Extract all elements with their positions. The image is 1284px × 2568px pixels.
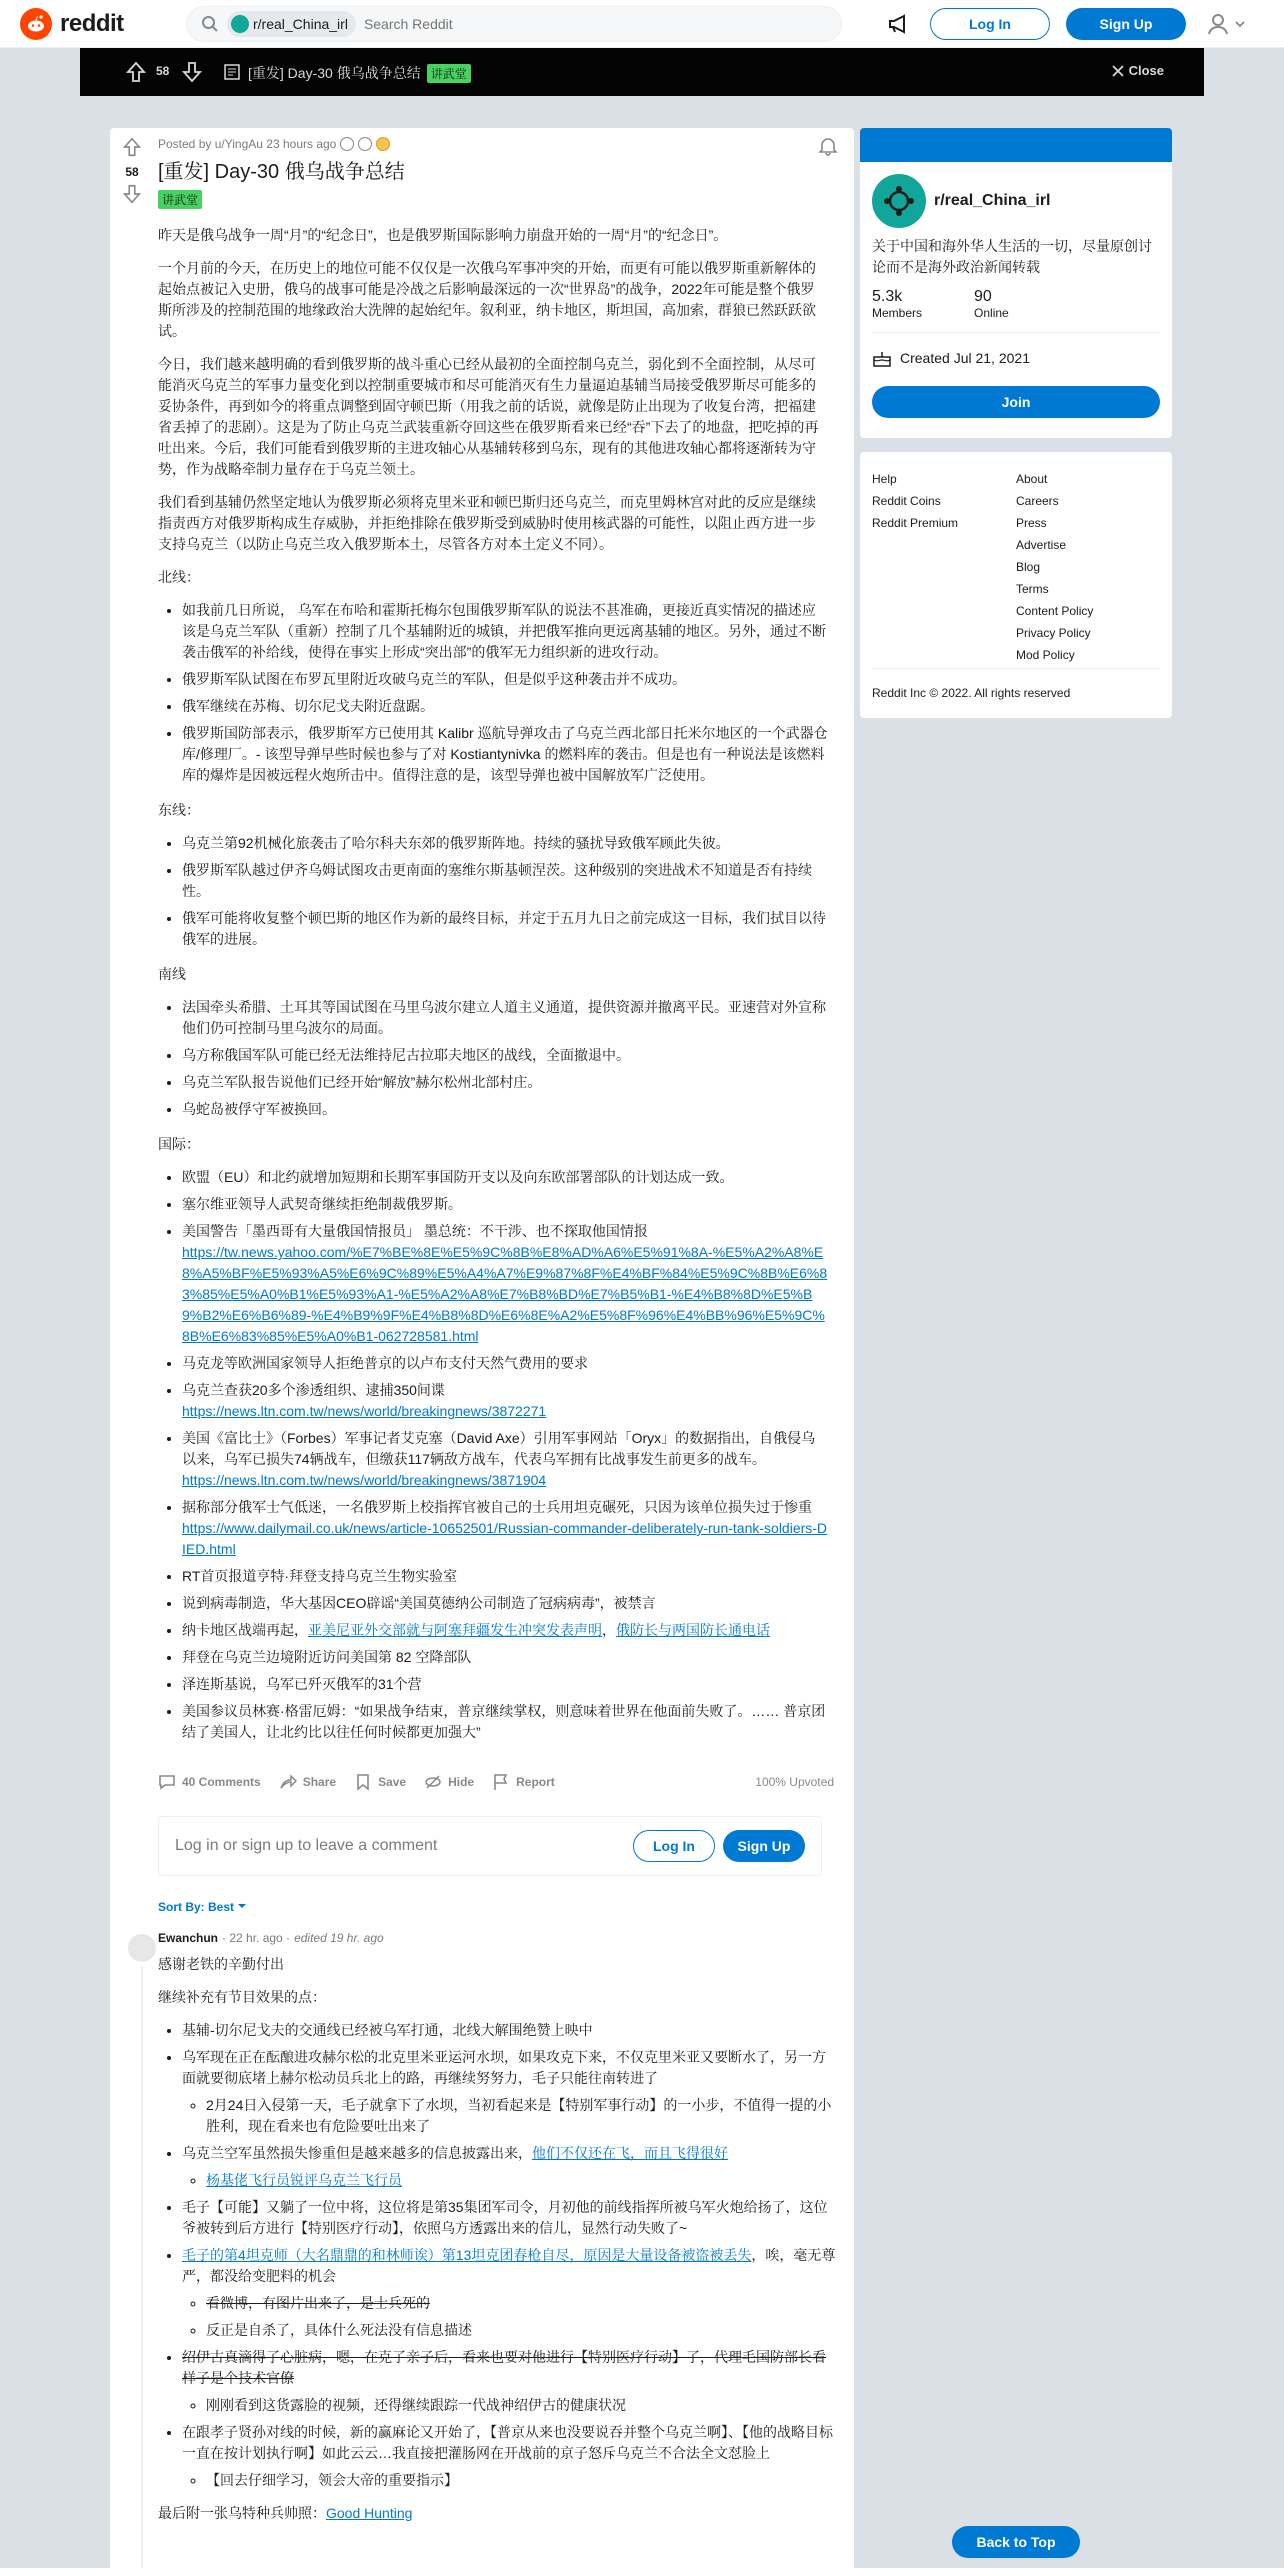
close-post-button[interactable] [1111, 63, 1164, 78]
news-link[interactable]: 亚美尼亚外交部就与阿塞拜疆发生冲突发表声明 [308, 1622, 602, 1638]
list-item: • 俄军继续在苏梅、切尔尼戈夫附近盘踞。 [182, 696, 828, 717]
list-item: ◦ 看微博，有图片出来了，是士兵死的 [206, 2293, 838, 2314]
community-icon [231, 15, 249, 33]
post-actions [158, 1766, 834, 1798]
list-item: ◦ 2月24日入侵第一天，毛子就拿下了水坝，当初看起来是【特别军事行动】的一小步，不值得一提的小胜利，现在看来也有危险要吐出来了 [206, 2095, 838, 2137]
south-list [182, 997, 828, 1120]
list-item: • 俄军可能将收复整个顿巴斯的地区作为新的最终目标，并定于五月九日之前完成这一目标，我们拭目以待俄军的进展。 [182, 908, 828, 950]
post-card [110, 128, 854, 2568]
list-item-text: 乌克兰查获20多个渗透组织、逮捕350间谍 [182, 1382, 445, 1398]
intl-heading: 国际： [158, 1136, 200, 1152]
footer-link-mod-policy[interactable]: Mod Policy [1016, 648, 1075, 662]
report-button[interactable] [492, 1773, 555, 1791]
comment-author[interactable]: Ewanchun [158, 1931, 219, 1945]
header-login-button[interactable]: Log In [930, 8, 1050, 40]
post-downvote-icon[interactable] [121, 183, 143, 205]
upvote-ratio: 100% Upvoted [755, 1775, 834, 1789]
post-content [158, 136, 828, 1757]
list-item [182, 1593, 828, 1614]
award-icon [358, 137, 372, 151]
list-item: • 法国牵头希腊、土耳其等国试图在马里乌波尔建立人道主义通道，提供资源并撤离平民。亚速营对外宣称他们仍可控制马里乌波尔的局面。 [182, 997, 828, 1039]
advertise-megaphone-icon[interactable] [886, 12, 912, 36]
footer-spacer [872, 558, 1016, 576]
comments-button[interactable] [158, 1773, 261, 1791]
footer-link-help[interactable]: Help [872, 472, 897, 486]
list-item-text: 乌克兰空军虽然损失惨重但是越来越多的信息披露出来， [182, 2145, 532, 2161]
north-heading: 北线： [158, 569, 200, 585]
news-link[interactable]: https://www.dailymail.co.uk/news/article-10652501/Russian-commander-deliberately-run-tank-soldiers-DIED.html [182, 1520, 828, 1557]
comment-link[interactable]: Good Hunting [326, 2505, 413, 2521]
hide-button[interactable] [424, 1773, 474, 1791]
list-item-text: 拜登在乌克兰边境附近访问美国第 82 空降部队 [182, 1649, 472, 1665]
list-item: • 如我前几日所说， 乌军在布哈和霍斯托梅尔包围俄罗斯军队的说法不甚准确，更接近真实情况的描述应该是乌克兰军队（重新）控制了几个基辅附近的城镇，并把俄军推向更远离基辅的地区。另外，通过不断袭击俄军的补给线，使得在事实上形成“突出部”的俄军无力组织新的进攻行动。 [182, 600, 828, 663]
comment-link[interactable]: 他们不仅还在飞，而且飞得很好 [532, 2145, 728, 2161]
flag-icon [492, 1773, 510, 1791]
list-item [182, 1167, 828, 1188]
list-item [182, 1221, 828, 1347]
comment-paragraph: 继续补充有节目效果的点： [158, 1989, 326, 2005]
list-item [182, 1674, 828, 1695]
list-item: • 毛子【可能】又躺了一位中将，这位将是第35集团军司令，月初他的前线指挥所被乌军火炮给扬了，这位爷被转到后方进行【特别医疗行动】，依照乌方透露出来的信儿，显然行动失败了~ [182, 2197, 838, 2239]
east-heading: 东线： [158, 802, 200, 818]
south-heading: 南线 [158, 966, 186, 982]
sort-label: Sort By: Best [158, 1900, 235, 1914]
share-icon [279, 1773, 297, 1791]
comment-meta [158, 1930, 838, 1946]
footer-link-careers[interactable]: Careers [1016, 494, 1059, 508]
news-link[interactable]: 俄防长与两国防长通电话 [616, 1622, 770, 1638]
list-item: • 基辅-切尔尼戈夫的交通线已经被乌军打通，北线大解围绝赞上映中 [182, 2020, 838, 2041]
list-item: • 俄罗斯军队试图在布罗瓦里附近攻破乌克兰的军队，但是似乎这种袭击并不成功。 [182, 669, 828, 690]
save-button[interactable] [354, 1773, 406, 1791]
members-count: 5.3k [872, 288, 903, 305]
comment-edited: edited 19 hr. ago [294, 1931, 384, 1945]
list-item [182, 1194, 828, 1215]
community-avatar-icon[interactable] [872, 174, 926, 228]
list-item: • 乌蛇岛被俘守军被换回。 [182, 1099, 828, 1120]
footer-spacer [872, 602, 1016, 620]
news-link[interactable]: https://tw.news.yahoo.com/%E7%BE%8E%E5%9C%8B%E8%AD%A6%E5%91%8A-%E5%A2%A8%E8%A5%BF%E5%93%A5%E6%9C%89%E5%A4%A7%E9%87%8F%E4%BF%84%E5%9C%8B%E6%83%85%E5%A0%B1%E5%93%A1-%E5%A2%A8%E7%B8%BD%E7%B5%B1-%E4%B8%8D%E5%B9%B2%E6%B6%89-%E4%B9%9F%E4%B8%8D%E6%8E%A2%E5%8F%96%E4%BB%96%E5%9C%8B%E6%83%85%E5%A0%B1-062728581.html [182, 1244, 828, 1344]
user-icon [1206, 12, 1230, 36]
footer-spacer [872, 646, 1016, 664]
postbar-flair: 讲武堂 [427, 64, 471, 83]
search-input[interactable] [364, 16, 764, 32]
comment-paragraph [158, 2503, 838, 2524]
reddit-alien-icon [20, 8, 52, 40]
list-item-text: 绍伊古真滴得了心脏病，嗯，在克了亲子后，看来也要对他进行【特别医疗行动】了，代理毛国防部长看样子是个技术官僚 [182, 2349, 826, 2386]
list-item [182, 1428, 828, 1491]
list-item: • 俄罗斯国防部表示，俄罗斯军方已使用其 Kalibr 巡航导弹攻击了乌克兰西北部日托米尔地区的一个武器仓库/修理厂。- 该型导弹早些时候也参与了对 Kostiantynivka 的燃料库的袭击。但是也有一种说法是该燃料库的爆炸是因被远程火炮所击中。值得注意的是，该型导弹也被中国解放军广泛使用。 [182, 723, 828, 786]
top-header [0, 0, 1284, 48]
join-button[interactable]: Join [872, 386, 1160, 418]
list-item [182, 2245, 838, 2341]
list-item-text: 马克龙等欧洲国家领导人拒绝普京的以卢布支付天然气费用的要求 [182, 1355, 588, 1371]
footer-link-blog[interactable]: Blog [1016, 560, 1041, 574]
thread-line[interactable] [141, 1966, 143, 2568]
list-item [206, 2170, 838, 2191]
post-meta [158, 136, 828, 152]
community-header [872, 174, 1051, 228]
community-stats [872, 288, 1009, 320]
members-label: Members [872, 306, 923, 320]
footer-link-coins[interactable]: Reddit Coins [872, 494, 941, 508]
gold-award-icon [376, 137, 390, 151]
search-community-chip[interactable] [227, 11, 356, 37]
comments-label: 40 Comments [182, 1775, 261, 1789]
cake-icon [872, 348, 892, 368]
save-label: Save [378, 1775, 407, 1789]
list-item [182, 2347, 838, 2416]
chevron-down-icon [237, 1901, 247, 1911]
footer-link-press[interactable]: Press [1016, 516, 1047, 530]
footer-link-about[interactable]: About [1016, 472, 1048, 486]
list-item-text: 纳卡地区战端再起， [182, 1622, 308, 1638]
search-bar[interactable] [186, 6, 842, 42]
back-to-top-button[interactable]: Back to Top [952, 2526, 1080, 2558]
postbar-title [248, 63, 471, 83]
list-item: • 乌克兰军队报告说他们已经开始“解放”赫尔松州北部村庄。 [182, 1072, 828, 1093]
header-signup-button[interactable]: Sign Up [1066, 8, 1186, 40]
list-item: • 乌方称俄国军队可能已经无法维持尼古拉耶夫地区的战线，全面撤退中。 [182, 1045, 828, 1066]
list-item [182, 1701, 828, 1743]
footer-spacer [872, 536, 1016, 554]
list-item [182, 1566, 828, 1587]
comment-list [182, 2020, 838, 2491]
post-paragraph: 今日，我们越来越明确的看到俄罗斯的战斗重心已经从最初的全面控制乌克兰，弱化到不全面控制，从尽可能消灭乌克兰的军事力量变化到以控制重要城市和尽可能消灭有生力量逼迫基辅当局接受俄罗斯尽可能多的妥协条件，再到如今的将重点调整到固守顿巴斯（用我之前的话说，就像是防止出现为了收复台湾，把福建省丢掉了的悲剧）。这是为了防止乌克兰武装重新夺回这些在俄罗斯看来已经“吞”下去了的地盘，把吃掉的再吐出来。今后，我们可能看到俄罗斯的主进攻轴心从基辅转移到乌东，现有的其他进攻轴心都将逐渐转为守势，作为战略牵制力量存在于乌克兰领土。 [158, 356, 819, 477]
downvote-arrow-icon[interactable] [180, 60, 204, 84]
eye-slash-icon [424, 1773, 442, 1791]
community-description: 关于中国和海外华人生活的一切，尽量原创讨论而不是海外政治新闻转载 [872, 238, 1152, 275]
close-label: Close [1128, 63, 1164, 78]
list-item [182, 1353, 828, 1374]
created-date: Created Jul 21, 2021 [900, 350, 1030, 366]
list-item-text: ， [602, 1622, 616, 1638]
list-item [182, 1647, 828, 1668]
comment [158, 1930, 838, 2536]
list-item-text: 美国警告「墨西哥有大量俄国情报员」 墨总统：不干涉、也不探取他国情报 [182, 1223, 648, 1239]
divider [872, 332, 1160, 333]
list-item: • 乌克兰第92机械化旅袭击了哈尔科夫东郊的俄罗斯阵地。持续的骚扰导致俄军顾此失彼。 [182, 833, 828, 854]
list-item-text: 美国参议员林赛·格雷厄姆：“如果战争结束，普京继续掌权，则意味着世界在他面前失败了。…… 普京团结了美国人，让北约比以往任何时候都更加强大” [182, 1703, 826, 1740]
community-card [860, 128, 1172, 438]
list-item: ◦ 【回去仔细学习，领会大帝的重要指示】 [206, 2470, 838, 2491]
share-label: Share [302, 1775, 337, 1789]
footer-link-premium[interactable]: Reddit Premium [872, 516, 959, 530]
post-body [158, 225, 828, 1743]
list-item-text: 说到病毒制造，华大基因CEO辟谣“美国莫德纳公司制造了冠病病毒”，被禁言 [182, 1595, 656, 1611]
search-icon [201, 15, 219, 33]
copyright: Reddit Inc © 2022. All rights reserved [872, 686, 1071, 700]
list-item-text: RT首页报道亨特·拜登支持乌克兰生物实验室 [182, 1568, 458, 1584]
postbar-title-text: [重发] Day-30 俄乌战争总结 [248, 65, 421, 81]
list-item-text: 据称部分俄军士气低迷，一名俄罗斯上校指挥官被自己的士兵用坦克碾死，只因为该单位损失过于惨重 [182, 1499, 812, 1515]
footer-spacer [872, 624, 1016, 642]
list-item [182, 2422, 838, 2491]
list-item: ◦ 刚刚看到这货露脸的视频，还得继续跟踪一代战神绍伊古的健康状况 [206, 2395, 838, 2416]
post-paragraph: 一个月前的今天，在历史上的地位可能不仅仅是一次俄乌军事冲突的开始，而更有可能以俄罗斯重新解体的起始点被记入史册，俄乌的战事可能是冷战之后影响最深远的一次“世界岛”的战争，2022年可能是整个俄罗斯所涉及的控制范围的地缘政治大洗牌的起始纪年。叙利亚，纳卡地区，斯坦国，高加索，群狼已然跃跃欲试。 [158, 260, 816, 339]
comment-time: · 22 hr. ago · [222, 1931, 291, 1945]
list-item: ◦ 反正是自杀了，具体什么死法没有信息描述 [206, 2320, 838, 2341]
post-top-bar [80, 48, 1204, 96]
comment-link[interactable]: 杨基佬飞行员锐评乌克兰飞行员 [206, 2172, 402, 2188]
comment-icon [158, 1773, 176, 1791]
footer-link-terms[interactable]: Terms [1016, 582, 1049, 596]
comment-body [158, 1954, 838, 2524]
bookmark-icon [354, 1773, 372, 1791]
list-item-text: 塞尔维亚领导人武契奇继续拒绝制裁俄罗斯。 [182, 1196, 462, 1212]
user-dropdown[interactable] [1206, 12, 1246, 36]
list-item [182, 1497, 828, 1560]
hide-label: Hide [448, 1775, 475, 1789]
comment-login-button[interactable]: Log In [633, 1830, 715, 1862]
post-meta-text: Posted by u/YingAu 23 hours ago [158, 137, 337, 151]
search-chip-label: r/real_China_irl [253, 16, 348, 32]
report-label: Report [516, 1775, 555, 1789]
sort-dropdown[interactable] [158, 1900, 247, 1914]
close-icon [1111, 64, 1125, 78]
footer-card [860, 452, 1172, 718]
divider [872, 668, 1160, 669]
post-flair[interactable]: 讲武堂 [158, 190, 202, 209]
upvote-arrow-icon[interactable] [124, 60, 148, 84]
list-item [182, 1380, 828, 1422]
north-list [182, 600, 828, 786]
footer-link-advertise[interactable]: Advertise [1016, 538, 1067, 552]
comment-text: 最后附一张乌特种兵帅照： [158, 2505, 326, 2521]
east-list [182, 833, 828, 950]
share-button[interactable] [279, 1773, 336, 1791]
post-paragraph: 昨天是俄乌战争一周“月”的“纪念日”，也是俄罗斯国际影响力崩盘开始的一周“月”的“纪念日”。 [158, 227, 728, 243]
list-item-text: 在跟孝子贤孙对线的时候，新的赢麻论又开始了，【普京从来也没要说吞并整个乌克兰啊】、【他的战略目标一直在按计划执行啊】如此云云…我直接把灌肠网在开战前的京子怒斥乌克兰不合法全文怼脸上 [182, 2424, 833, 2461]
comment-login-box [158, 1816, 822, 1876]
post-vote-count: 58 [125, 165, 139, 179]
footer-links [872, 470, 1160, 664]
footer-link-content-policy[interactable]: Content Policy [1016, 604, 1094, 618]
community-name[interactable]: r/real_China_irl [934, 192, 1051, 209]
avatar[interactable] [128, 1934, 156, 1962]
reddit-logo[interactable] [20, 8, 124, 40]
login-prompt: Log in or sign up to leave a comment [175, 1837, 438, 1854]
postbar-vote-count: 58 [156, 64, 170, 78]
post-upvote-icon[interactable] [121, 136, 143, 158]
news-link[interactable]: https://news.ltn.com.tw/news/world/breakingnews/3872271 [182, 1403, 547, 1419]
list-item [182, 1620, 828, 1641]
footer-link-privacy-policy[interactable]: Privacy Policy [1016, 626, 1091, 640]
community-created [872, 348, 1030, 368]
footer-spacer [872, 580, 1016, 598]
intl-list [182, 1167, 828, 1743]
list-item-text: 乌军现在正在酝酿进攻赫尔松的北克里米亚运河水坝，如果攻克下来，不仅克里米亚又要断水了，另一方面就要彻底堵上赫尔松动员兵北上的路，再继续努努力，毛子只能往南转进了 [182, 2049, 826, 2086]
list-item-text: 泽连斯基说，乌军已歼灭俄军的31个营 [182, 1676, 422, 1692]
list-item-text: 美国《富比士》（Forbes）军事记者艾克塞（David Axe）引用军事网站「Oryx」的数据指出，自俄侵乌以来，乌军已损失74辆战车，但缴获117辆敌方战车，代表乌军拥有比战事发生前更多的战车。 [182, 1430, 816, 1467]
news-link[interactable]: https://news.ltn.com.tw/news/world/breakingnews/3871904 [182, 1472, 547, 1488]
post-title: [重发] Day-30 俄乌战争总结 [158, 161, 405, 183]
post-text-icon [224, 64, 240, 80]
list-item: • 俄罗斯军队越过伊齐乌姆试图攻击更南面的塞维尔斯基顿涅茨。这种级别的突进战术不知道是否有持续性。 [182, 860, 828, 902]
chevron-down-icon [1234, 18, 1246, 30]
list-item-text: 欧盟（EU）和北约就增加短期和长期军事国防开支以及向东欧部署部队的计划达成一致。 [182, 1169, 734, 1185]
online-label: Online [974, 306, 1009, 320]
list-item [182, 2047, 838, 2137]
comment-paragraph: 感谢老铁的辛勤付出 [158, 1956, 284, 1972]
list-item [182, 2143, 838, 2191]
list-item-text: ，唉，毫无尊严，都没给变肥料的机会 [182, 2247, 836, 2284]
post-vote-column [120, 136, 144, 208]
community-banner [860, 128, 1172, 162]
post-paragraph: 我们看到基辅仍然坚定地认为俄罗斯必须将克里米亚和顿巴斯归还乌克兰，而克里姆林宫对此的反应是继续指责西方对俄罗斯构成生存威胁，并拒绝排除在俄罗斯受到威胁时使用核武器的可能性，以阻止西方进一步支持乌克兰（以防止乌克兰攻入俄罗斯本土，尽管各方对本土定义不同）。 [158, 494, 816, 552]
online-count: 90 [974, 288, 992, 305]
comment-link[interactable]: 毛子的第4坦克师（大名鼎鼎的和林师诶）第13坦克团春枪自尽，原因是大量设备被盗被丢失 [182, 2247, 752, 2263]
award-icon [340, 137, 354, 151]
comment-signup-button[interactable]: Sign Up [723, 1830, 805, 1862]
reddit-wordmark: reddit [60, 10, 124, 37]
